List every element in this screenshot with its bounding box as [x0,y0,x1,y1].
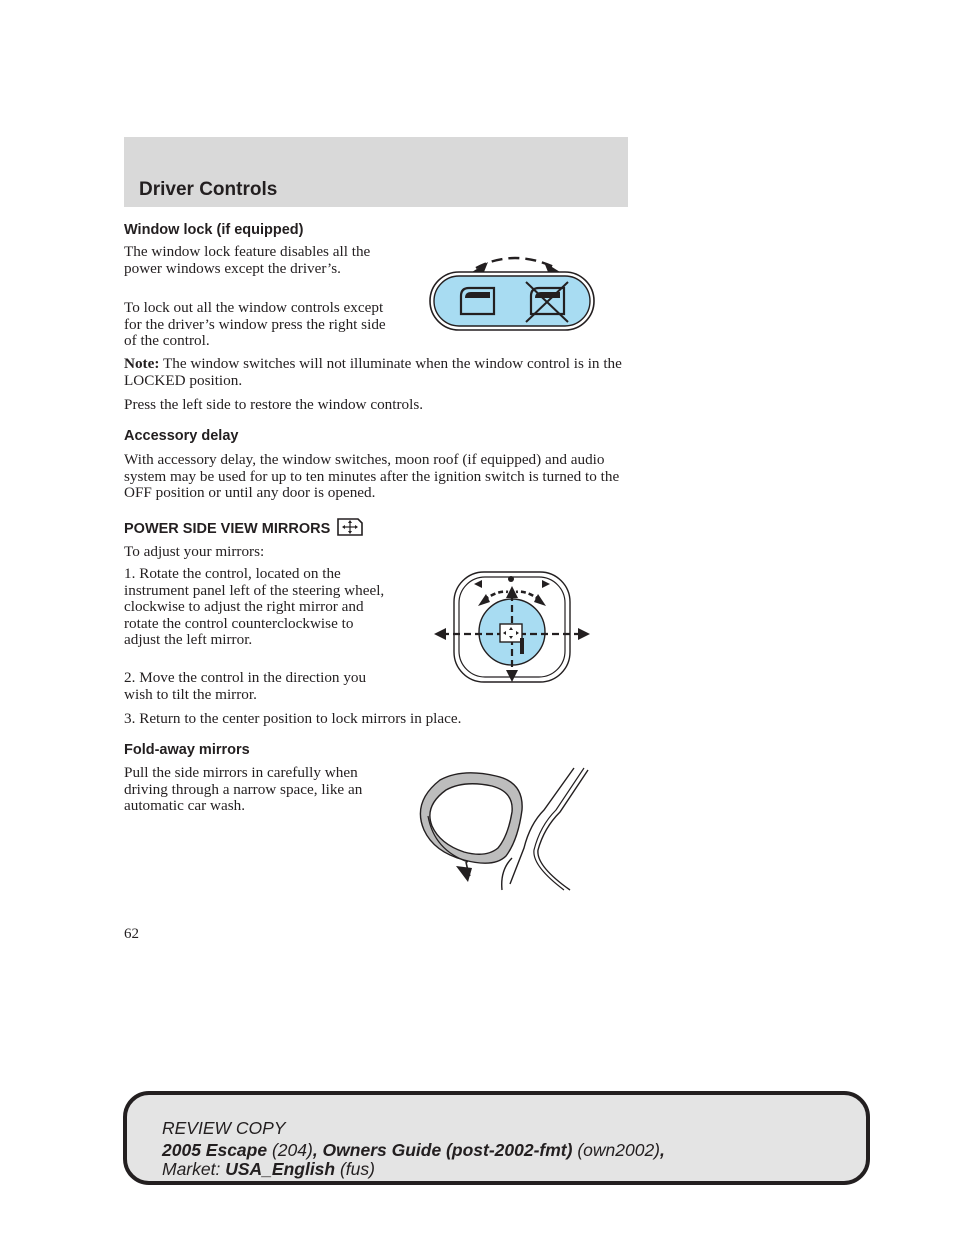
fold-away-paragraph: Pull the side mirrors in carefully when driving through a narrow space, like an automatic car wash. [124,764,363,815]
accessory-delay-heading: Accessory delay [124,428,239,444]
mirrors-step-3: 3. Return to the center position to lock mirrors in place. [124,710,462,727]
footer-guide-code: (own2002) [572,1140,661,1160]
window-lock-paragraph-2: To lock out all the window controls except for the driver’s window press the right side of the control. [124,299,386,350]
window-lock-paragraph-1: The window lock feature disables all the power windows except the driver’s. [124,243,371,277]
footer-model-code: (204) [267,1140,313,1160]
mirrors-heading-text: POWER SIDE VIEW MIRRORS [124,521,331,537]
mirror-control-icon [336,517,364,537]
note-label: Note: [124,355,160,372]
fold-away-mirror-icon [410,766,596,892]
window-lock-switch-icon [424,250,600,336]
accessory-delay-paragraph: With accessory delay, the window switches, moon roof (if equipped) and audio system may be used for up to ten minutes after the ignition switch is turned to the OFF position or until any door is opened. [124,451,620,502]
mirror-adjust-knob-icon [432,570,592,686]
footer-market-line [162,1160,375,1179]
mirrors-heading [124,517,364,537]
page-number: 62 [124,926,139,942]
footer-market: USA_English [225,1159,336,1179]
footer-model: 2005 Escape [162,1140,268,1160]
window-lock-paragraph-3: Press the left side to restore the window controls. [124,396,424,413]
footer-market-label: Market: [162,1159,226,1179]
footer-review-copy: REVIEW COPY [162,1118,286,1138]
footer-market-code: (fus) [335,1159,375,1179]
footer-guide: Owners Guide (post-2002-fmt) [322,1140,573,1160]
mirrors-step-2: 2. Move the control in the direction you wish to tilt the mirror. [124,669,367,703]
window-lock-note [124,356,629,389]
footer-separator-2: , [660,1140,665,1160]
mirrors-intro: To adjust your mirrors: [124,543,265,560]
footer-document-line [162,1141,665,1160]
page-title: Driver Controls [139,179,278,200]
mirrors-step-1: 1. Rotate the control, located on the instrument panel left of the steering wheel, clockwise to adjust the right mirror and rotate the control counterclockwise to adjust the left mirror. [124,565,385,649]
fold-away-heading: Fold-away mirrors [124,742,250,758]
note-text: The window switches will not illuminate when the window control is in the LOCKED position. [124,355,622,389]
footer-separator-1: , [312,1140,323,1160]
window-lock-heading: Window lock (if equipped) [124,222,304,238]
